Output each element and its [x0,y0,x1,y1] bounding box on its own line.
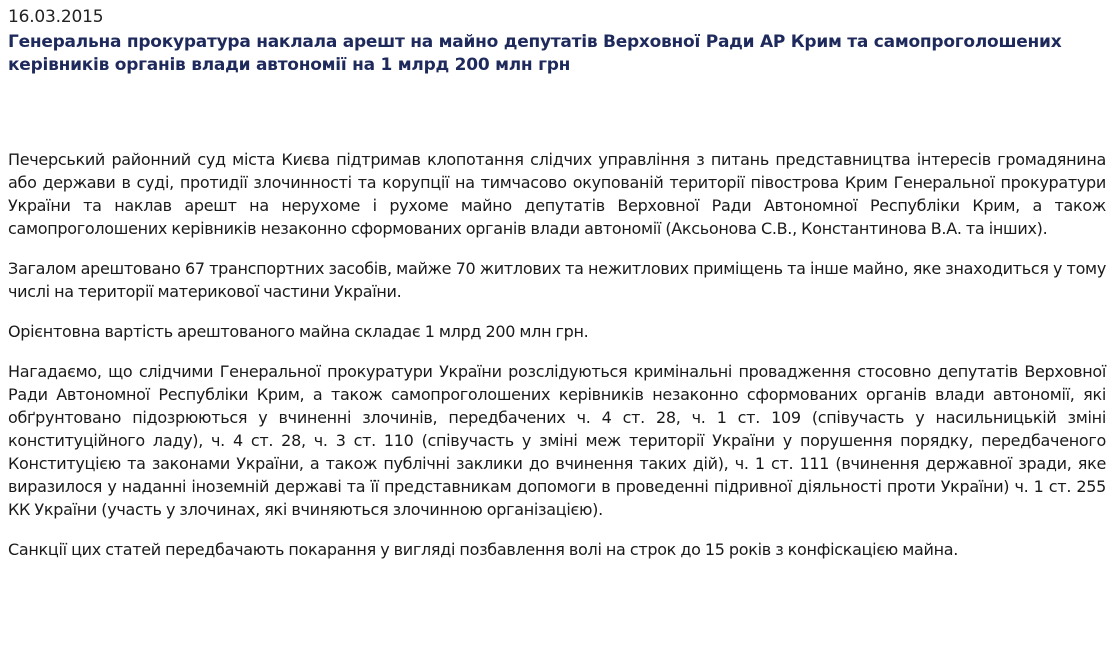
article-title: Генеральна прокуратура наклала арешт на майно депутатів Верховної Ради АР Крим та самопроголошених керівників органів влади автономії на 1 млрд 200 млн грн [8,32,1062,75]
publication-date: 16.03.2015 [8,7,104,27]
article-paragraph: Орієнтовна вартість арештованого майна складає 1 млрд 200 млн грн. [8,322,589,341]
article-paragraph: Санкції цих статей передбачають покарання у вигляді позбавлення волі на строк до 15 років з конфіскацією майна. [8,540,959,559]
article-paragraph: Загалом арештовано 67 транспортних засобів, майже 70 житлових та нежитлових приміщень та інше майно, яке знаходиться у тому числі на території материкової частини України. [8,259,1106,301]
article-paragraph: Нагадаємо, що слідчими Генеральної прокуратури України розслідуються кримінальні провадження стосовно депутатів Верховної Ради Автономної Республіки Крим, а також самопроголошених керівників незаконно сформованих органів влади автономії, які обґрунтовано підозрюються у вчиненні злочинів, передбачених ч. 4 ст. 28, ч. 1 ст. 109 (співучасть у насильницькій зміні конституційного ладу), ч. 4 ст. 28, ч. 3 ст. 110 (співучасть у зміні меж території України у порушення порядку, передбаченого Конституцією та законами України, а також публічні заклики до вчинення таких дій), ч. 1 ст. 111 (вчинення державної зради, яке виразилося у наданні іноземній державі та її представникам допомоги в проведенні підривної діяльності проти України) ч. 1 ст. 255 КК України (участь у злочинах, які вчиняються злочинною організацією). [8,362,1106,519]
article-body [8,148,1106,561]
article-paragraph: Печерський районний суд міста Києва підтримав клопотання слідчих управління з питань представництва інтересів громадянина або держави в суді, протидії злочинності та корупції на тимчасово окупованій території півострова Крим Генеральної прокуратури України та наклав арешт на нерухоме і рухоме майно депутатів Верховної Ради Автономної Республіки Крим, а також самопроголошених керівників незаконно сформованих органів влади автономії (Аксьонова С.В., Константинова В.А. та інших). [8,150,1106,238]
